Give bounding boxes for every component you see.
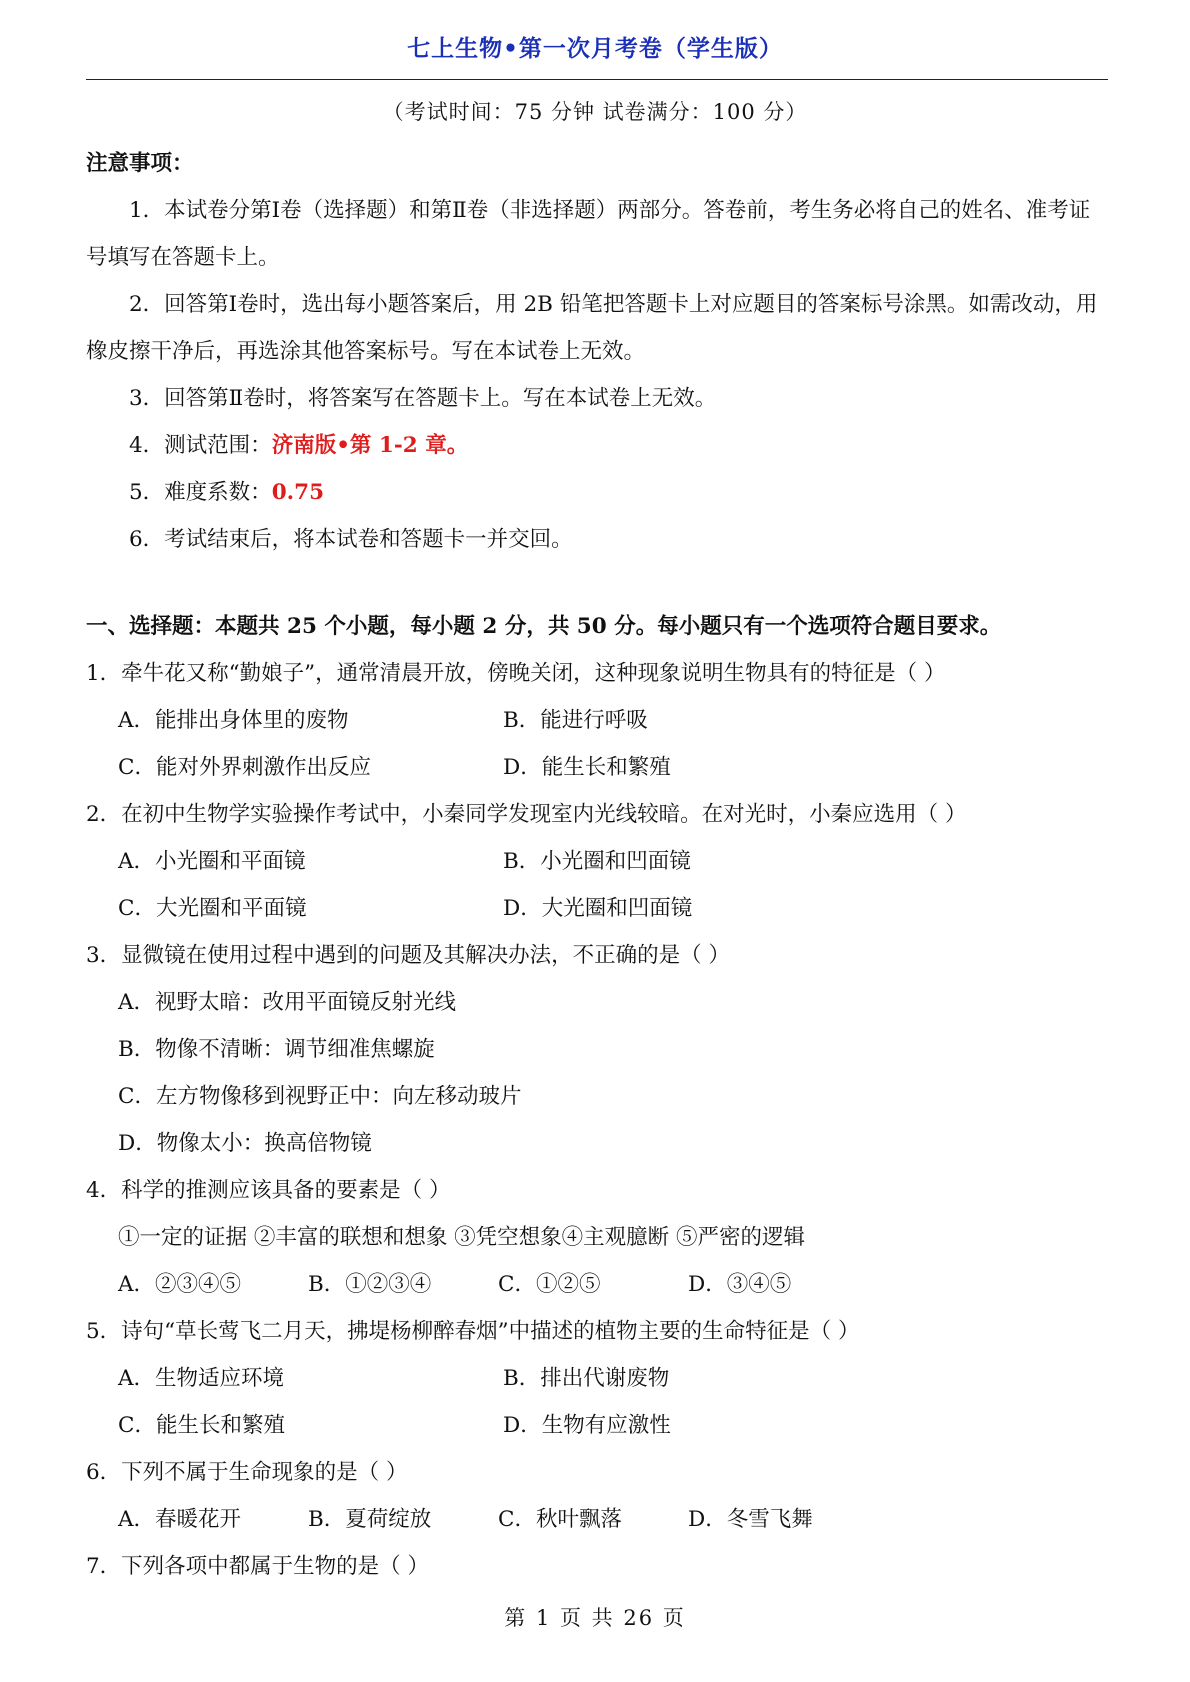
question-5-option-d: D．生物有应激性 <box>503 1413 671 1438</box>
question-3-option-c: C．左方物像移到视野正中：向左移动玻片 <box>118 1084 522 1109</box>
note-item-1: 1．本试卷分第Ⅰ卷（选择题）和第Ⅱ卷（非选择题）两部分。答卷前，考生务必将自己的姓名、准考证号填写在答题卡上。 <box>86 198 1091 270</box>
question-4-stem: 4．科学的推测应该具备的要素是（ ） <box>86 1178 451 1203</box>
page-header-title: 七上生物•第一次月考卷（学生版） <box>407 36 783 62</box>
question-3-stem: 3．显微镜在使用过程中遇到的问题及其解决办法，不正确的是（ ） <box>86 943 731 968</box>
question-6-options-row <box>86 1496 1108 1543</box>
exam-info: （考试时间：75 分钟 试卷满分：100 分） <box>382 100 808 124</box>
question-6-option-c: C．秋叶飘落 <box>498 1507 622 1532</box>
page-number: 第 1 页 共 26 页 <box>504 1606 686 1630</box>
spacer <box>86 563 1108 603</box>
difficulty-value: 0.75 <box>271 480 325 505</box>
note-item-2: 2．回答第Ⅰ卷时，选出每小题答案后，用 2B 铅笔把答题卡上对应题目的答案标号涂黑。如需改动，用橡皮擦干净后，再选涂其他答案标号。写在本试卷上无效。 <box>86 292 1098 364</box>
note-item-5-label: 5．难度系数： <box>129 480 272 505</box>
question-7-stem: 7．下列各项中都属于生物的是（ ） <box>86 1554 430 1579</box>
question-3-option-b: B．物像不清晰：调节细准焦螺旋 <box>118 1037 435 1062</box>
question-1-options-row-2 <box>86 744 1108 791</box>
question-1-options-row-1 <box>86 697 1108 744</box>
question-4-elements: ①一定的证据 ②丰富的联想和想象 ③凭空想象④主观臆断 ⑤严密的逻辑 <box>118 1225 806 1250</box>
note-item-6: 6．考试结束后，将本试卷和答题卡一并交回。 <box>129 527 573 552</box>
question-2-option-d: D．大光圈和凹面镜 <box>503 896 693 921</box>
test-scope-value: 济南版•第 1-2 章。 <box>271 433 469 458</box>
question-6-option-b: B．夏荷绽放 <box>308 1507 432 1532</box>
question-5-options-row-1 <box>86 1355 1108 1402</box>
question-4-option-a: A．②③④⑤ <box>118 1272 242 1297</box>
header-divider <box>86 79 1108 80</box>
section-heading-choice: 一、选择题：本题共 25 个小题，每小题 2 分，共 50 分。每小题只有一个选项符合题目要求。 <box>86 614 1002 639</box>
question-4-option-b: B．①②③④ <box>308 1272 432 1297</box>
question-1-option-c: C．能对外界刺激作出反应 <box>118 755 371 780</box>
question-6-stem: 6．下列不属于生命现象的是（ ） <box>86 1460 408 1485</box>
question-2-option-b: B．小光圈和凹面镜 <box>503 849 691 874</box>
question-2-options-row-2 <box>86 885 1108 932</box>
question-2-stem: 2．在初中生物学实验操作考试中，小秦同学发现室内光线较暗。在对光时，小秦应选用（ ） <box>86 802 967 827</box>
question-3-option-a: A．视野太暗：改用平面镜反射光线 <box>118 990 457 1015</box>
question-6-option-a: A．春暖花开 <box>118 1507 242 1532</box>
question-4-options-row <box>86 1261 1108 1308</box>
question-6-option-d: D．冬雪飞舞 <box>688 1507 813 1532</box>
notes-heading: 注意事项： <box>86 151 194 176</box>
question-4-option-c: C．①②⑤ <box>498 1272 601 1297</box>
note-item-4-label: 4．测试范围： <box>129 433 272 458</box>
question-5-option-c: C．能生长和繁殖 <box>118 1413 285 1438</box>
question-2-option-a: A．小光圈和平面镜 <box>118 849 306 874</box>
question-5-option-a: A．生物适应环境 <box>118 1366 285 1391</box>
note-item-5 <box>86 469 1108 516</box>
note-item-3: 3．回答第Ⅱ卷时，将答案写在答题卡上。写在本试卷上无效。 <box>129 386 717 411</box>
question-5-stem: 5．诗句“草长莺飞二月天，拂堤杨柳醉春烟”中描述的植物主要的生命特征是（ ） <box>86 1319 860 1344</box>
question-5-option-b: B．排出代谢废物 <box>503 1366 670 1391</box>
question-4-option-d: D．③④⑤ <box>688 1272 792 1297</box>
question-1-option-d: D．能生长和繁殖 <box>503 755 671 780</box>
question-1-stem: 1．牵牛花又称“勤娘子”，通常清晨开放，傍晚关闭，这种现象说明生物具有的特征是（ ） <box>86 661 946 686</box>
question-5-options-row-2 <box>86 1402 1108 1449</box>
question-1-option-b: B．能进行呼吸 <box>503 708 648 733</box>
question-1-option-a: A．能排出身体里的废物 <box>118 708 349 733</box>
document-body <box>86 140 1108 1590</box>
question-2-options-row-1 <box>86 838 1108 885</box>
question-2-option-c: C．大光圈和平面镜 <box>118 896 307 921</box>
question-3-option-d: D．物像太小：换高倍物镜 <box>118 1131 372 1156</box>
note-item-4 <box>86 422 1108 469</box>
